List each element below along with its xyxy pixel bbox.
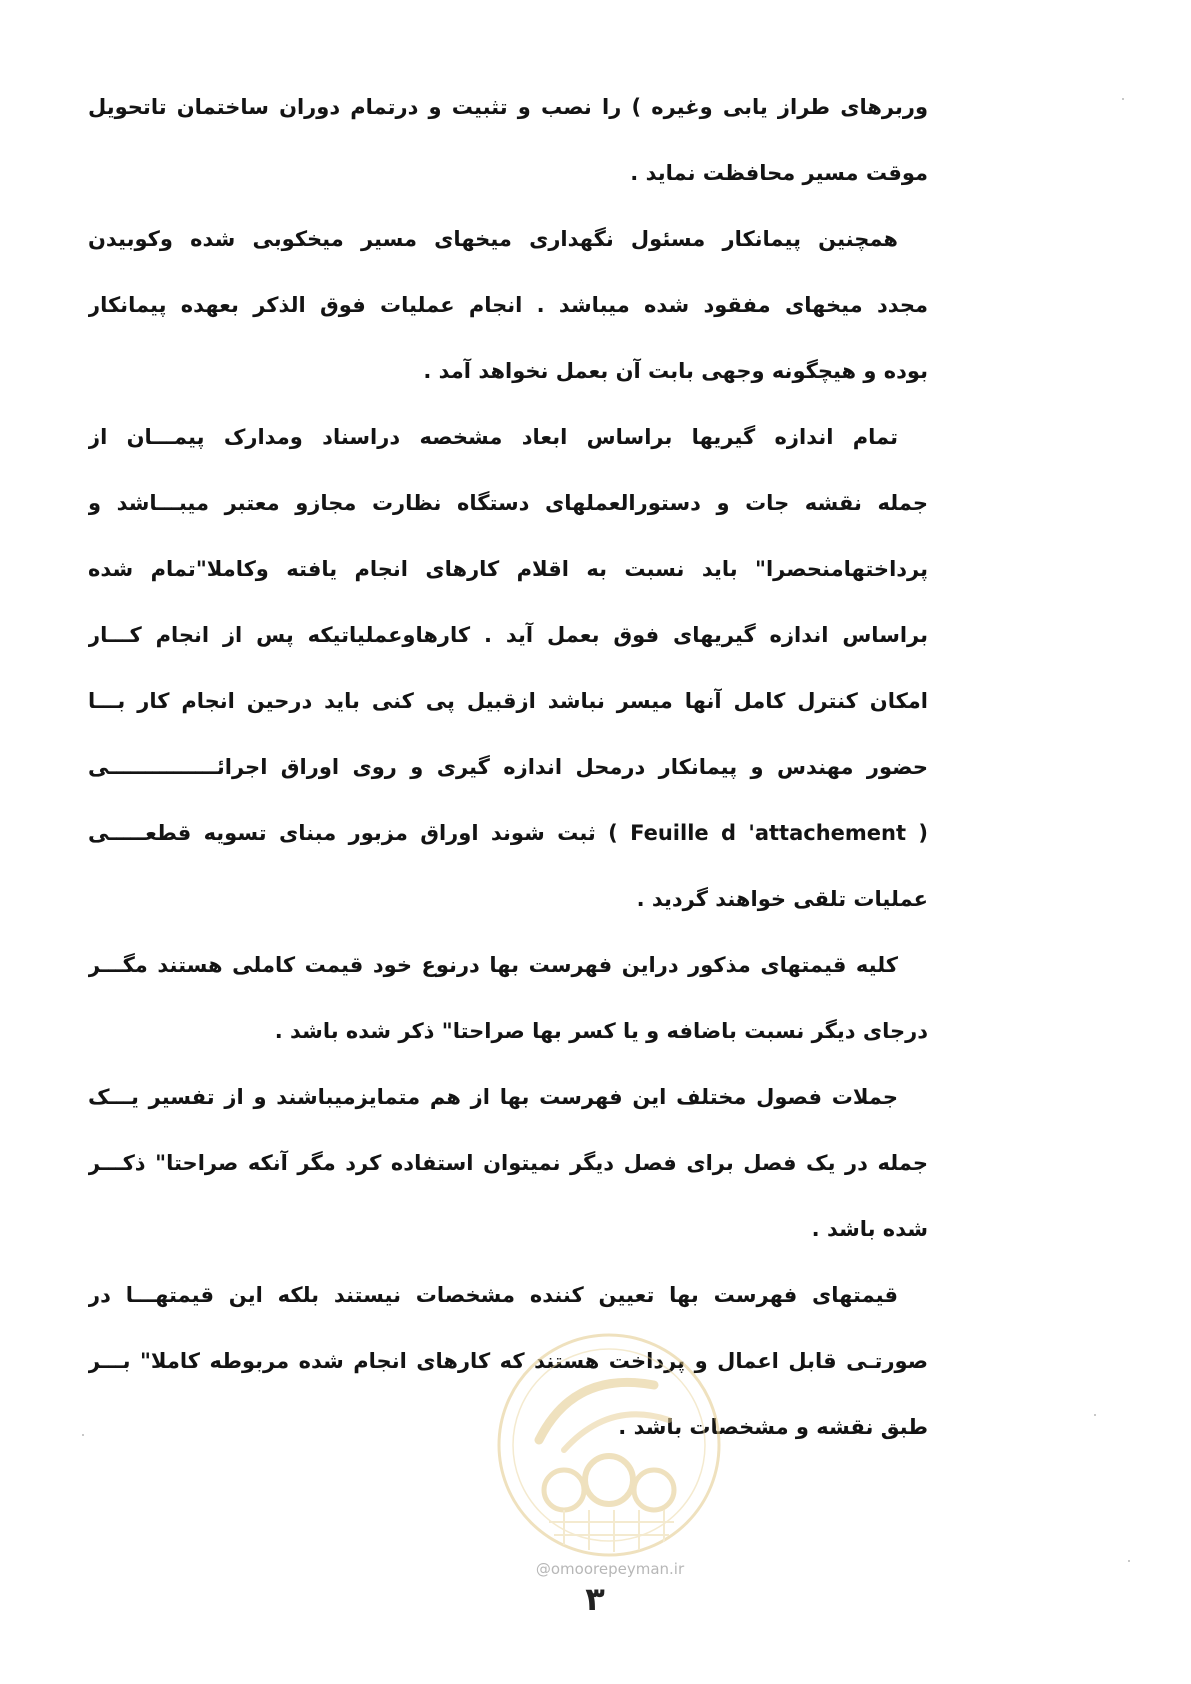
page-number: ۳ <box>585 1580 605 1618</box>
watermark-logo <box>494 1330 724 1560</box>
text-line: تمام اندازه گیریها براساس ابعاد مشخصه دراسناد ومدارک پیمـــان از <box>88 425 898 449</box>
watermark-handle: @omoorepeyman.ir <box>535 1560 685 1578</box>
scan-speck <box>1094 1414 1096 1416</box>
text-line: شده باشد . <box>811 1217 928 1241</box>
text-line: همچنین پیمانکار مسئول نگهداری میخهای مسیر میخکوبی شده وکوبیدن <box>88 227 898 251</box>
text-line: صورتـی قابل اعمال و پرداخت هستند که کارهای انجام شده مربوطه کاملا" بـــر <box>88 1349 928 1373</box>
text-line: امکان کنترل کامل آنها میسر نباشد ازقبیل پی کنی باید درحین انجام کار بـــا <box>88 689 928 713</box>
text-line: قیمتهای فهرست بها تعیین کننده مشخصات نیستند بلکه این قیمتهـــا در <box>88 1283 898 1307</box>
text-line: براساس اندازه گیریهای فوق بعمل آید . کارهاوعملیاتیکه پس از انجام کـــار <box>88 623 928 647</box>
scan-speck <box>1128 1560 1130 1562</box>
text-line: پرداختهامنحصرا" باید نسبت به اقلام کارهای انجام یافته وکاملا"تمام شده <box>88 557 928 581</box>
text-line: جملات فصول مختلف این فهرست بها از هم متمایزمیباشند و از تفسیر یـــک <box>88 1085 898 1109</box>
text-line: درجای دیگر نسبت باضافه و یا کسر بها صراحتا" ذکر شده باشد . <box>274 1019 928 1043</box>
text-line: کلیه قیمتهای مذکور دراین فهرست بها درنوع خود قیمت کاملی هستند مگـــر <box>88 953 898 977</box>
text-line: بوده و هیچگونه وجهی بابت آن بعمل نخواهد آمد . <box>423 359 928 383</box>
text-line: طبق نقشه و مشخصات باشد . <box>618 1415 928 1439</box>
text-line: موقت مسیر محافظت نماید . <box>630 161 928 185</box>
text-line: ( Feuille d 'attachement ) ثبت شوند اوراق مزبور مبنای تسویه قطعـــــی <box>88 821 928 845</box>
text-line: حضور مهندس و پیمانکار درمحل اندازه گیری و روی اوراق اجرائـــــــــــــــی <box>88 755 928 779</box>
text-line: عملیات تلقی خواهند گردید . <box>636 887 928 911</box>
text-line: جمله نقشه جات و دستورالعملهای دستگاه نظارت مجازو معتبر میبـــاشد و <box>88 491 928 515</box>
scan-speck <box>82 1434 84 1436</box>
text-line: جمله در یک فصل برای فصل دیگر نمیتوان استفاده کرد مگر آنکه صراحتا" ذکـــر <box>88 1151 928 1175</box>
scan-speck <box>1122 98 1124 100</box>
body-text <box>88 74 928 1460</box>
text-line: مجدد میخهای مفقود شده میباشد . انجام عملیات فوق الذکر بعهده پیمانکار <box>88 293 928 317</box>
text-line: وربرهای طراز یابی وغیره ) را نصب و تثبیت و درتمام دوران ساختمان تاتحویل <box>88 95 928 119</box>
